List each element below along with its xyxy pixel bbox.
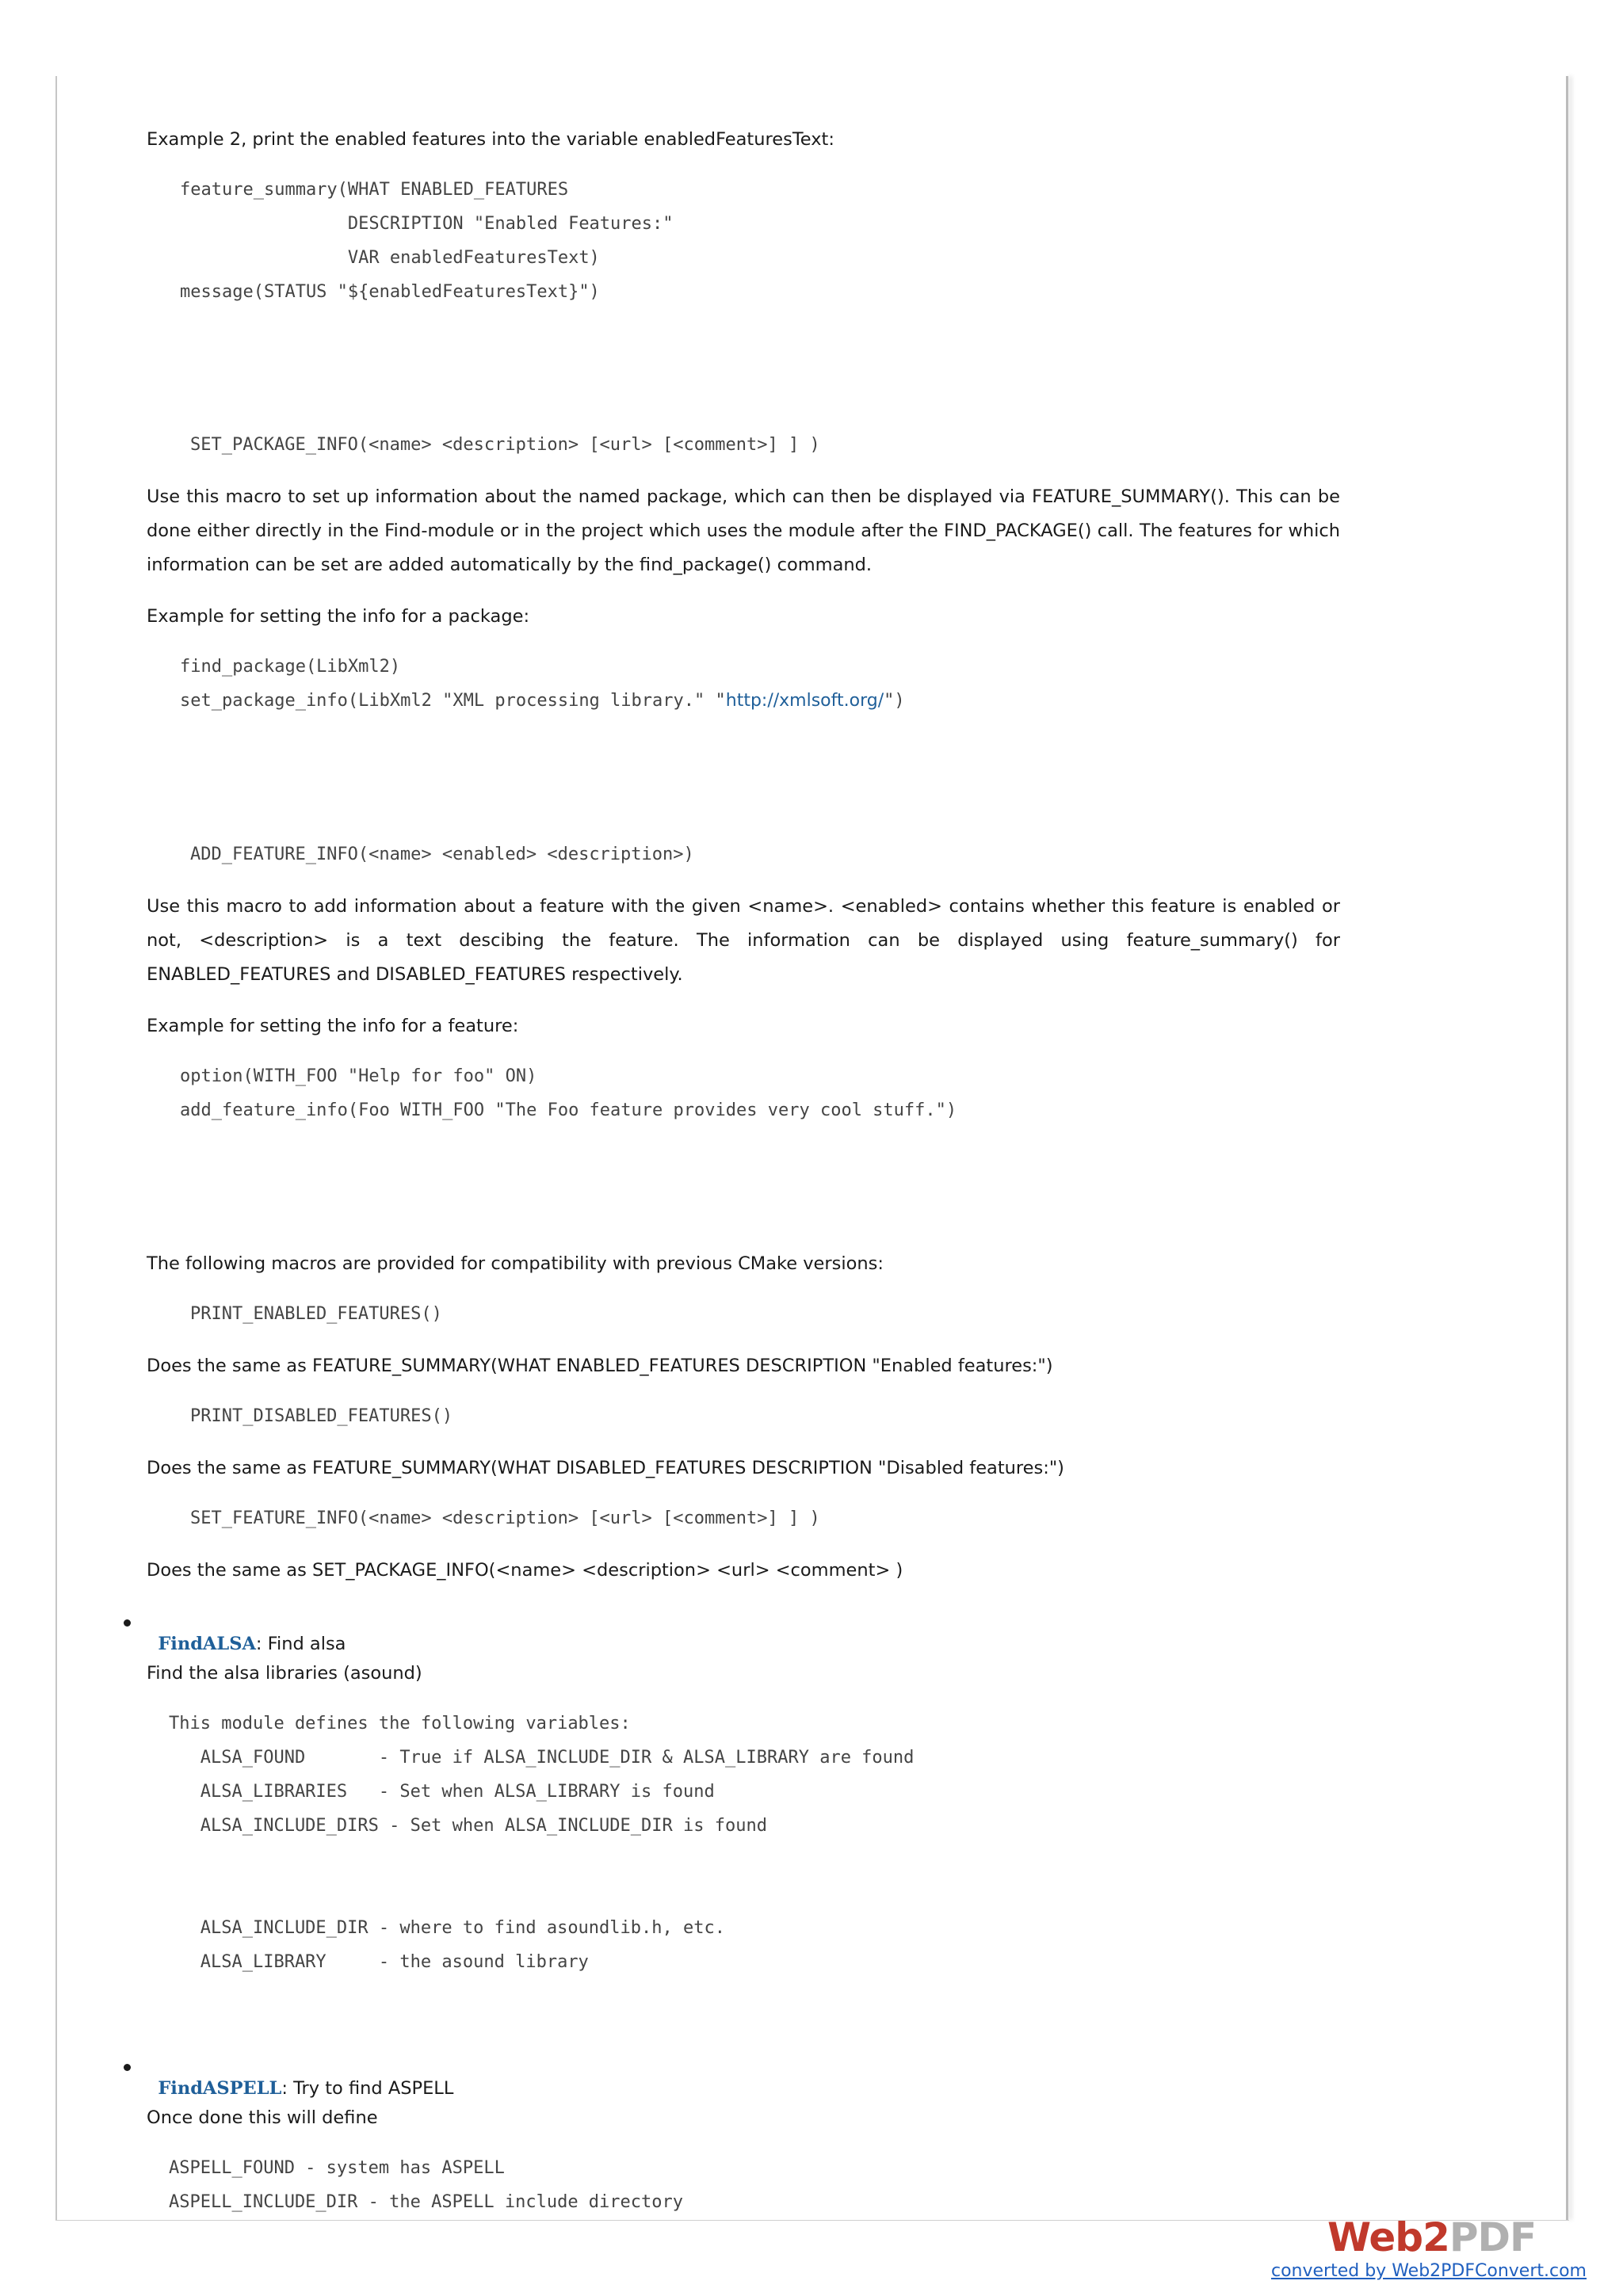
code-line: This module defines the following variables: bbox=[169, 1714, 631, 1733]
macro-description: Use this macro to set up information about the named package, which can then be displayed via FEATURE_SUMMARY(). This can be done either directly in the Find-module or in the project which uses the module after the FIND_PACKAGE() call. The features for which information can be set are added automatically by the find_package() command. bbox=[147, 486, 1340, 575]
logo-text: Web2PDF bbox=[1327, 2214, 1537, 2260]
web2pdf-logo-text bbox=[1327, 2215, 1536, 2260]
code-line: ASPELL_FOUND - system has ASPELL bbox=[169, 2158, 505, 2178]
web2pdf-logo bbox=[1327, 2214, 1537, 2260]
code-line: ALSA_INCLUDE_DIR - where to find asoundlib.h, etc. bbox=[169, 1918, 725, 1938]
macro-signature: PRINT_ENABLED_FEATURES() bbox=[190, 1304, 442, 1324]
code-line: ALSA_INCLUDE_DIRS - Set when ALSA_INCLUDE_DIR is found bbox=[169, 1816, 767, 1836]
module-link-findaspell[interactable]: FindASPELL bbox=[158, 2078, 282, 2099]
code-line: ASPELL_INCLUDE_DIR - the ASPELL include directory bbox=[169, 2192, 684, 2212]
code-line: ALSA_FOUND - True if ALSA_INCLUDE_DIR & ALSA_LIBRARY are found bbox=[169, 1748, 915, 1768]
module-summary: : Try to find ASPELL bbox=[281, 2078, 454, 2099]
module-list-item bbox=[147, 2055, 453, 2100]
macro-signature: SET_FEATURE_INFO(<name> <description> [<url> [<comment>] ] ) bbox=[190, 1508, 820, 1528]
bullet-icon bbox=[124, 1619, 131, 1627]
example-intro: Example for setting the info for a package: bbox=[147, 606, 530, 627]
macro-description: Does the same as FEATURE_SUMMARY(WHAT ENABLED_FEATURES DESCRIPTION "Enabled features:") bbox=[147, 1356, 1053, 1376]
code-line: option(WITH_FOO "Help for foo" ON) bbox=[180, 1066, 537, 1086]
example-intro: Example for setting the info for a feature: bbox=[147, 1016, 519, 1036]
macro-description: Use this macro to add information about a feature with the given <name>. <enabled> contains whether this feature is enabled or not, <description> is a text descibing the feature. The information can be displayed using feature_summary() for ENABLED_FEATURES and DISABLED_FEATURES respectively. bbox=[147, 896, 1340, 985]
xmlsoft-link[interactable]: http://xmlsoft.org/ bbox=[725, 691, 884, 711]
macro-description: Does the same as FEATURE_SUMMARY(WHAT DISABLED_FEATURES DESCRIPTION "Disabled features:") bbox=[147, 1458, 1064, 1478]
page-frame-right bbox=[1566, 76, 1568, 2220]
macro-description: Does the same as SET_PACKAGE_INFO(<name> <description> <url> <comment> ) bbox=[147, 1560, 903, 1581]
compat-intro: The following macros are provided for compatibility with previous CMake versions: bbox=[147, 1253, 884, 1274]
code-line: add_feature_info(Foo WITH_FOO "The Foo feature provides very cool stuff.") bbox=[180, 1100, 957, 1120]
example2-intro: Example 2, print the enabled features into the variable enabledFeaturesText: bbox=[147, 129, 834, 150]
web2pdf-convert-link[interactable]: converted by Web2PDFConvert.com bbox=[1271, 2261, 1587, 2281]
module-list-item bbox=[147, 1611, 346, 1655]
code-text: set_package_info(LibXml2 "XML processing library." " bbox=[180, 691, 726, 711]
page-frame-left bbox=[55, 76, 57, 2220]
code-line: find_package(LibXml2) bbox=[180, 657, 401, 677]
code-line: ALSA_LIBRARIES - Set when ALSA_LIBRARY is found bbox=[169, 1782, 715, 1802]
code-line: VAR enabledFeaturesText) bbox=[180, 248, 600, 268]
macro-signature: ADD_FEATURE_INFO(<name> <enabled> <description>) bbox=[190, 845, 694, 864]
module-description: Find the alsa libraries (asound) bbox=[147, 1663, 422, 1684]
code-line: message(STATUS "${enabledFeaturesText}") bbox=[180, 282, 600, 302]
code-line: DESCRIPTION "Enabled Features:" bbox=[180, 214, 674, 234]
bullet-icon bbox=[124, 2064, 131, 2071]
module-description: Once done this will define bbox=[147, 2107, 378, 2128]
module-summary: : Find alsa bbox=[255, 1634, 346, 1654]
code-line bbox=[180, 690, 905, 712]
code-line: ALSA_LIBRARY - the asound library bbox=[169, 1952, 589, 1972]
macro-signature: SET_PACKAGE_INFO(<name> <description> [<url> [<comment>] ] ) bbox=[190, 435, 820, 455]
macro-signature: PRINT_DISABLED_FEATURES() bbox=[190, 1406, 453, 1426]
module-link-findalsa[interactable]: FindALSA bbox=[158, 1634, 256, 1654]
code-line: feature_summary(WHAT ENABLED_FEATURES bbox=[180, 180, 569, 200]
code-text: ") bbox=[884, 691, 905, 711]
